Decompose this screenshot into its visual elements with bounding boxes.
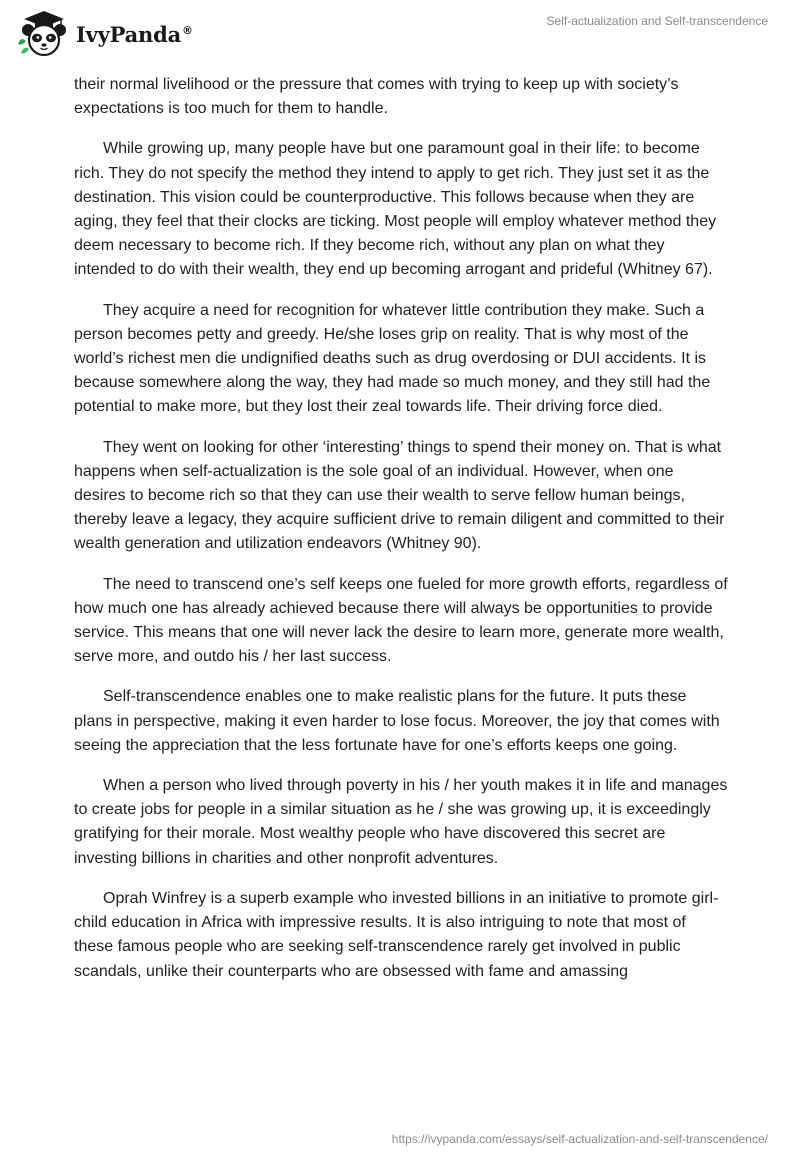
paragraph: They went on looking for other ‘interesting’ things to spend their money on. That is what happens when self-actualization is the sole goal of an individual. However, when one desires to become rich so that they can use their wealth to serve fellow human beings, thereby leave a legacy, they acquire sufficient drive to remain diligent and committed to their wealth generation and utilization endeavors (Whitney 90).	[74, 438, 725, 553]
document-title: Self-actualization and Self-transcendence	[546, 14, 768, 28]
brand-name: IvyPanda®	[76, 21, 193, 47]
ivypanda-logo-link[interactable]	[14, 8, 193, 60]
essay-body	[74, 73, 728, 1000]
paragraph: The need to transcend one’s self keeps one fueled for more growth efforts, regardless of how much one has already achieved because there will always be opportunities to provide service. This means that one will never lack the desire to learn more, generate more wealth, serve more, and outdo his / her last success.	[74, 575, 728, 666]
source-url[interactable]: https://ivypanda.com/essays/self-actualization-and-self-transcendence/	[391, 1132, 768, 1146]
paragraph-continuation: their normal livelihood or the pressure that comes with trying to keep up with society’s expectations is too much for them to handle.	[74, 76, 679, 118]
paragraph: When a person who lived through poverty in his / her youth makes it in life and manages to create jobs for people in a similar situation as he / she was growing up, it is exceedingly gratifying for their morale. Most wealthy people who have discovered this secret are investing billions in charities and other nonprofit adventures.	[74, 777, 728, 867]
paragraph: Self-transcendence enables one to make realistic plans for the future. It puts these plans in perspective, making it even harder to lose focus. Moreover, the joy that comes with seeing the appreciation that the less fortunate have for one’s efforts keeps one going.	[74, 688, 720, 754]
panda-graduate-logo-icon	[14, 8, 74, 60]
paragraph: They acquire a need for recognition for whatever little contribution they make. Such a person becomes petty and greedy. He/she loses grip on reality. That is why most of the world’s richest men die undignified deaths such as drug overdosing or DUI accidents. It is because somewhere along the way, they had made so much money, and they still had the potential to make more, but they lost their zeal towards life. Their driving force died.	[74, 301, 711, 416]
paragraph: While growing up, many people have but one paramount goal in their life: to become rich. They do not specify the method they intend to apply to get rich. They just set it as the destination. This vision could be counterproductive. This follows because when they are aging, they feel that their clocks are ticking. Most people will employ whatever method they deem necessary to become rich. If they become rich, without any plan on what they intended to do with their wealth, they end up becoming arrogant and prideful (Whitney 67).	[74, 140, 717, 279]
paragraph: Oprah Winfrey is a superb example who invested billions in an initiative to promote girl-child education in Africa with impressive results. It is also intriguing to note that most of these famous people who are seeking self-transcendence rarely get involved in public scandals, unlike their counterparts who are obsessed with fame and amassing	[74, 889, 719, 980]
page-header	[0, 0, 800, 70]
